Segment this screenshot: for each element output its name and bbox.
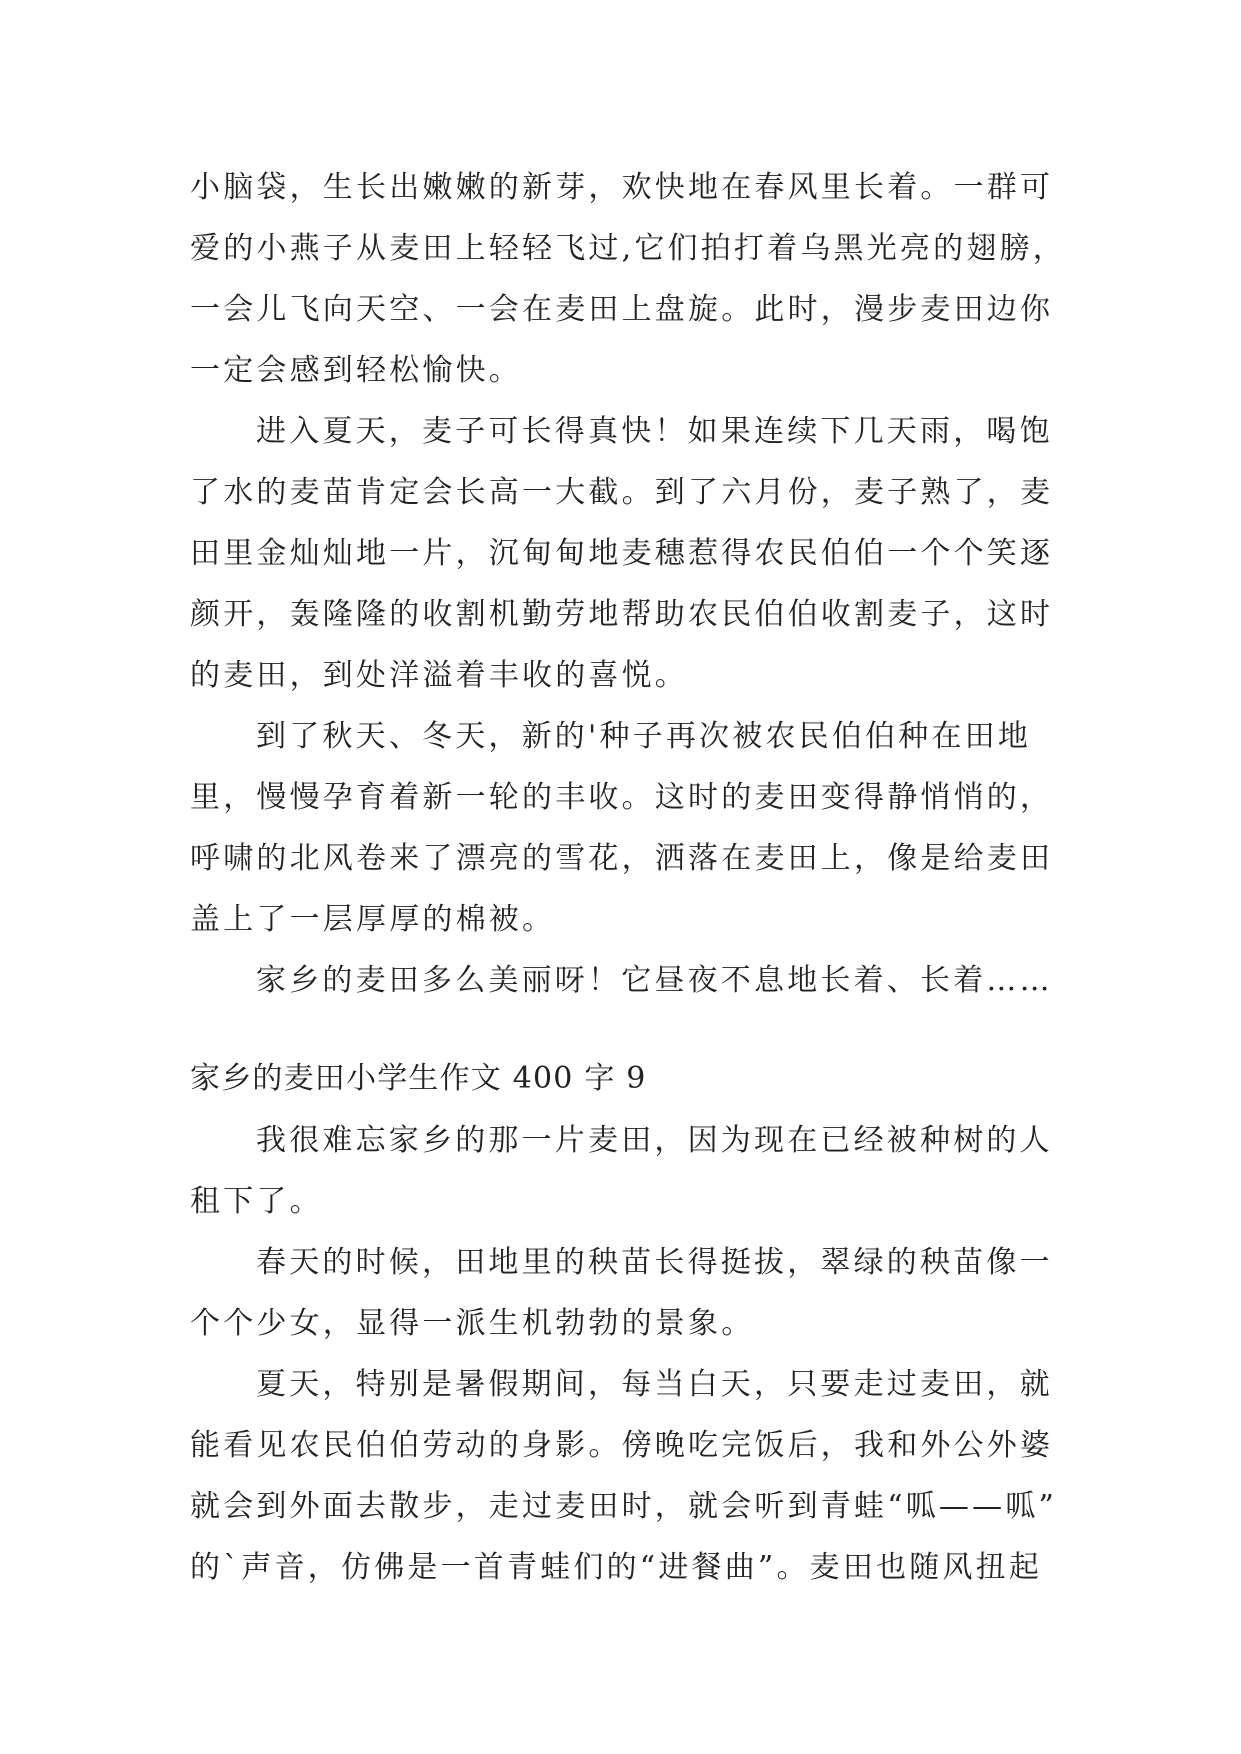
text-line: 个个少女，显得一派生机勃勃的景象。 (190, 1306, 755, 1341)
text-line: 夏天，特别是暑假期间，每当白天，只要走过麦田，就 (256, 1367, 1053, 1402)
text-line: 了水的麦苗肯定会长高一大截。到了六月份，麦子熟了，麦 (190, 475, 1054, 510)
text-line: 的麦田，到处洋溢着丰收的喜悦。 (190, 658, 688, 693)
text-line: 进入夏天，麦子可长得真快！如果连续下几天雨，喝饱 (256, 414, 1053, 449)
text-line: 盖上了一层厚厚的棉被。 (190, 902, 556, 937)
text-line: 田里金灿灿地一片，沉甸甸地麦穗惹得农民伯伯一个个笑逐 (190, 536, 1054, 571)
text-line: 一定会感到轻松愉快。 (190, 353, 522, 388)
section-heading: 家乡的麦田小学生作文 400 字 9 (190, 1061, 647, 1096)
text-line: 一会儿飞向天空、一会在麦田上盘旋。此时，漫步麦田边你 (190, 292, 1054, 327)
text-line: 小脑袋，生长出嫩嫩的新芽，欢快地在春风里长着。一群可 (190, 170, 1054, 205)
text-line: 的`声音，仿佛是一首青蛙们的“进餐曲”。麦田也随风扭起 (190, 1550, 1043, 1585)
text-line: 我很难忘家乡的那一片麦田，因为现在已经被种树的人 (256, 1123, 1053, 1158)
text-line: 租下了。 (190, 1184, 323, 1219)
text-line: 到了秋天、冬天，新的'种子再次被农民伯伯种在田地 (256, 719, 1032, 754)
text-line: 就会到外面去散步，走过麦田时，就会听到青蛙“呱——呱” (190, 1489, 1058, 1524)
text-line: 里，慢慢孕育着新一轮的丰收。这时的麦田变得静悄悄的， (190, 780, 1054, 815)
text-line: 呼啸的北风卷来了漂亮的雪花，洒落在麦田上，像是给麦田 (190, 841, 1054, 876)
text-line: 颜开，轰隆隆的收割机勤劳地帮助农民伯伯收割麦子，这时 (190, 597, 1054, 632)
text-line: 春天的时候，田地里的秧苗长得挺拔，翠绿的秧苗像一 (256, 1245, 1053, 1280)
text-line: 家乡的麦田多么美丽呀！它昼夜不息地长着、长着…… (256, 963, 1053, 998)
text-line: 爱的小燕子从麦田上轻轻飞过,它们拍打着乌黑光亮的翅膀， (190, 231, 1066, 266)
text-line: 能看见农民伯伯劳动的身影。傍晚吃完饭后，我和外公外婆 (190, 1428, 1054, 1463)
